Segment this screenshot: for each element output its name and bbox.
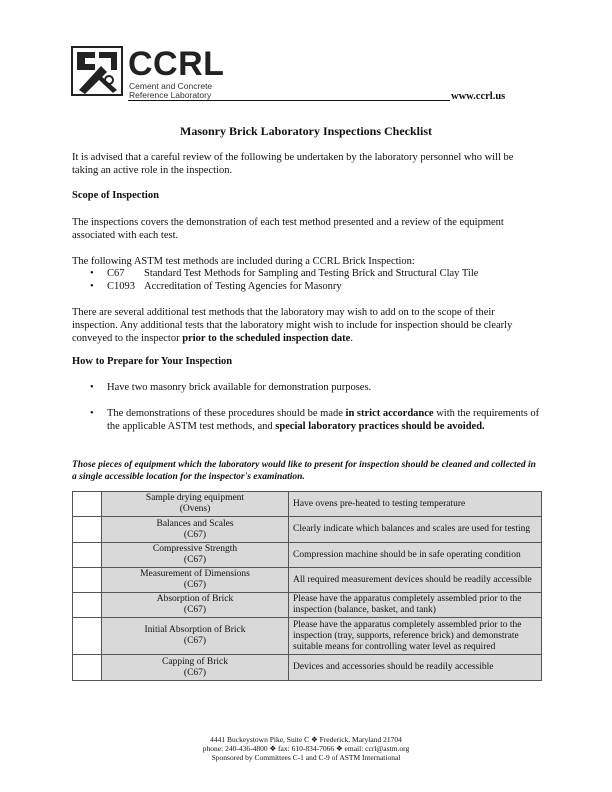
equipment-note: Those pieces of equipment which the laboratory would like to present for inspection should be cleaned and collected in a single accessible location for the inspector's examination. [72, 460, 536, 482]
checkbox-cell[interactable] [73, 618, 102, 655]
equipment-name-cell [102, 593, 289, 618]
table-row [73, 655, 542, 681]
table-row [73, 593, 542, 618]
logo-subtitle: Reference Laboratory [129, 90, 212, 100]
checkbox-cell[interactable] [73, 593, 102, 618]
paragraph-text: There are several additional test methods that the laboratory may wish to add on to the scope of their inspection. Any additional tests that the laboratory might wish to include for inspection should be clearly conveyed to the inspector [72, 307, 513, 344]
table-row [73, 568, 542, 593]
checkbox-cell[interactable] [73, 543, 102, 568]
paragraph-text: The demonstrations of these procedures should be made [107, 408, 346, 419]
equipment-name-cell [102, 655, 289, 681]
bullet-icon: • [90, 382, 94, 393]
equipment-method: (C67) [183, 667, 207, 678]
equipment-method: (C67) [183, 636, 207, 646]
table-row [73, 618, 542, 655]
equipment-method: (C67) [183, 580, 207, 590]
instruction-cell: Please have the apparatus completely assembled prior to the inspection (balance, basket, and tank) [289, 593, 542, 618]
logo-wordmark: CCRL [128, 45, 225, 83]
footer-address: 4441 Buckeystown Pike, Suite C ❖ Frederick, Maryland 21704 [210, 735, 402, 744]
emphasis-text: special laboratory practices should be avoided. [275, 421, 485, 432]
table-row [73, 492, 542, 517]
methods-intro: The following ASTM test methods are included during a CCRL Brick Inspection: [72, 256, 415, 267]
additional-tests-paragraph [72, 306, 542, 345]
equipment-name: Compressive Strength [152, 544, 238, 554]
equipment-method: (C67) [183, 605, 207, 615]
bullet-icon: • [90, 281, 94, 292]
checkbox-cell[interactable] [73, 492, 102, 517]
equipment-name-cell [102, 543, 289, 568]
table-row [73, 517, 542, 543]
logo-subtitle: Cement and Concrete [129, 81, 213, 91]
paragraph-text: with the requirements of the applicable ASTM test methods, and [107, 408, 540, 432]
scope-paragraph: The inspections covers the demonstration of each test method presented and a review of the equipment associated with each test. [72, 217, 504, 241]
intro-paragraph: It is advised that a careful review of the following be undertaken by the laboratory personnel who will be taking an active role in the inspection. [72, 152, 514, 176]
header-rule [128, 100, 450, 101]
bullet-icon: • [90, 268, 94, 279]
equipment-name: Balances and Scales [156, 518, 234, 529]
equipment-name: Capping of Brick [162, 656, 228, 667]
equipment-method: (Ovens) [179, 504, 211, 514]
method-title: Standard Test Methods for Sampling and Testing Brick and Structural Clay Tile [144, 268, 479, 279]
scope-heading: Scope of Inspection [72, 190, 159, 201]
checkbox-cell[interactable] [73, 517, 102, 543]
equipment-method: (C67) [183, 555, 207, 565]
prepare-text: Have two masonry brick available for demonstration purposes. [107, 382, 372, 393]
instruction-cell: Devices and accessories should be readily accessible [289, 655, 542, 681]
prepare-text [107, 407, 542, 433]
prepare-heading: How to Prepare for Your Inspection [72, 356, 233, 367]
prepare-list-item [90, 381, 542, 394]
instruction-cell: All required measurement devices should be readily accessible [289, 568, 542, 593]
footer-contact: phone: 240-436-4800 ❖ fax: 610-834-7066 ❖ email: ccrl@astm.org [202, 744, 410, 753]
method-code: C67 [107, 268, 125, 279]
equipment-checklist-table [72, 491, 542, 681]
equipment-name-cell [102, 492, 289, 517]
checkbox-cell[interactable] [73, 655, 102, 681]
emphasis-text: in strict accordance [345, 408, 434, 419]
equipment-name: Initial Absorption of Brick [144, 625, 246, 635]
document-title: Masonry Brick Laboratory Inspections Checklist [180, 124, 432, 138]
equipment-method: (C67) [183, 529, 207, 540]
method-code: C1093 [107, 281, 136, 292]
instruction-cell: Have ovens pre-heated to testing temperature [289, 492, 542, 517]
equipment-name: Sample drying equipment [145, 493, 245, 503]
bullet-icon: • [90, 408, 94, 419]
equipment-name-cell [102, 618, 289, 655]
instruction-cell: Compression machine should be in safe operating condition [289, 543, 542, 568]
equipment-name-cell [102, 517, 289, 543]
equipment-name: Absorption of Brick [156, 594, 234, 604]
table-row [73, 543, 542, 568]
footer-sponsor: Sponsored by Committees C-1 and C-9 of ASTM International [211, 753, 401, 762]
prepare-list-item [90, 407, 542, 433]
checkbox-cell[interactable] [73, 568, 102, 593]
equipment-name: Measurement of Dimensions [140, 569, 250, 579]
paragraph-text: . [350, 333, 353, 344]
instruction-cell: Please have the apparatus completely assembled prior to the inspection (tray, supports, reference brick) and demonstrate suitable means for controlling water level as required [289, 618, 542, 655]
method-title: Accreditation of Testing Agencies for Masonry [144, 281, 342, 292]
ccrl-logo-icon [71, 46, 123, 96]
emphasis-text: prior to the scheduled inspection date [182, 333, 351, 344]
site-url-link[interactable]: www.ccrl.us [451, 91, 506, 102]
equipment-name-cell [102, 568, 289, 593]
instruction-cell: Clearly indicate which balances and scales are used for testing [289, 517, 542, 543]
